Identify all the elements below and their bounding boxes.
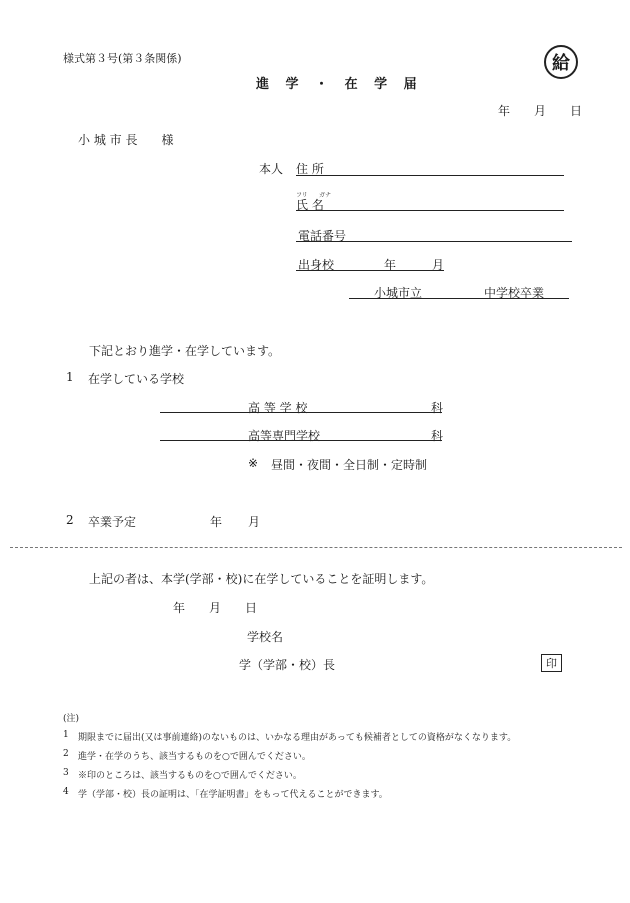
address-label: 住 所	[296, 162, 324, 176]
submission-date: 年 月 日	[498, 104, 583, 118]
section1-number: 1	[66, 370, 74, 384]
note-text: 進学・在学のうち、該当するものを○で囲んでください。	[78, 752, 311, 762]
name-field[interactable]	[296, 210, 564, 211]
course-types[interactable]: 昼間・夜間・全日制・定時制	[271, 458, 428, 472]
seal-box: 印	[541, 654, 562, 672]
president-label: 学（学部・校）長	[239, 658, 336, 672]
addressee: 小 城 市 長 様	[78, 133, 174, 147]
school-name-label: 学校名	[247, 630, 284, 644]
note-text: 学（学部・校）長の証明は、「在学証明書」をもって代えることができます。	[78, 790, 388, 800]
furigana-label-1: フリ	[296, 192, 308, 199]
name-label: 氏 名	[296, 198, 324, 212]
graduation-year-label: 年	[210, 515, 223, 529]
origin-year-label: 年	[384, 258, 397, 272]
origin-school-field[interactable]	[296, 270, 444, 271]
furigana-label-2: ガナ	[319, 192, 332, 199]
form-number: 様式第３号(第３条関係)	[63, 52, 182, 65]
note-number: 4	[63, 787, 69, 797]
self-label: 本人	[259, 162, 284, 176]
origin-month-label: 月	[432, 258, 445, 272]
certification-text: 上記の者は、本学(学部・校)に在学していることを証明します。	[89, 572, 434, 586]
graduation-label: 中学校卒業	[484, 286, 545, 300]
graduation-month-label: 月	[248, 515, 261, 529]
origin-school-label: 出身校	[298, 258, 335, 272]
high-school-label: 高 等 学 校	[248, 401, 308, 415]
notes-heading: (注)	[63, 714, 80, 724]
certification-date: 年 月 日	[173, 601, 258, 615]
technical-college-dept-label: 科	[431, 429, 444, 443]
technical-college-field[interactable]	[160, 440, 442, 441]
high-school-field[interactable]	[160, 412, 442, 413]
section2-heading: 卒業予定	[88, 515, 137, 529]
note-number: 2	[63, 749, 69, 759]
technical-college-label: 高等専門学校	[248, 429, 321, 443]
phone-label: 電話番号	[298, 229, 347, 243]
note-number: 3	[63, 768, 69, 778]
kyu-stamp-icon: 給	[544, 45, 578, 79]
section2-number: 2	[66, 513, 74, 527]
note-number: 1	[63, 730, 69, 740]
city-school-label: 小城市立	[374, 286, 423, 300]
phone-field[interactable]	[296, 241, 572, 242]
section1-heading: 在学している学校	[88, 372, 185, 386]
high-school-dept-label: 科	[431, 401, 444, 415]
section-divider	[10, 547, 622, 548]
note-text: 期限までに届出(又は事前連絡)のないものは、いかなる理由があっても候補者としての資格がなくなります。	[78, 733, 517, 743]
note-mark: ※	[248, 456, 259, 470]
address-field[interactable]	[296, 175, 564, 176]
document-title: 進 学 ・ 在 学 届	[256, 77, 423, 92]
statement-text: 下記とおり進学・在学しています。	[89, 344, 281, 358]
junior-high-field[interactable]	[349, 298, 569, 299]
note-text: ※印のところは、該当するものを○で囲んでください。	[78, 771, 302, 781]
